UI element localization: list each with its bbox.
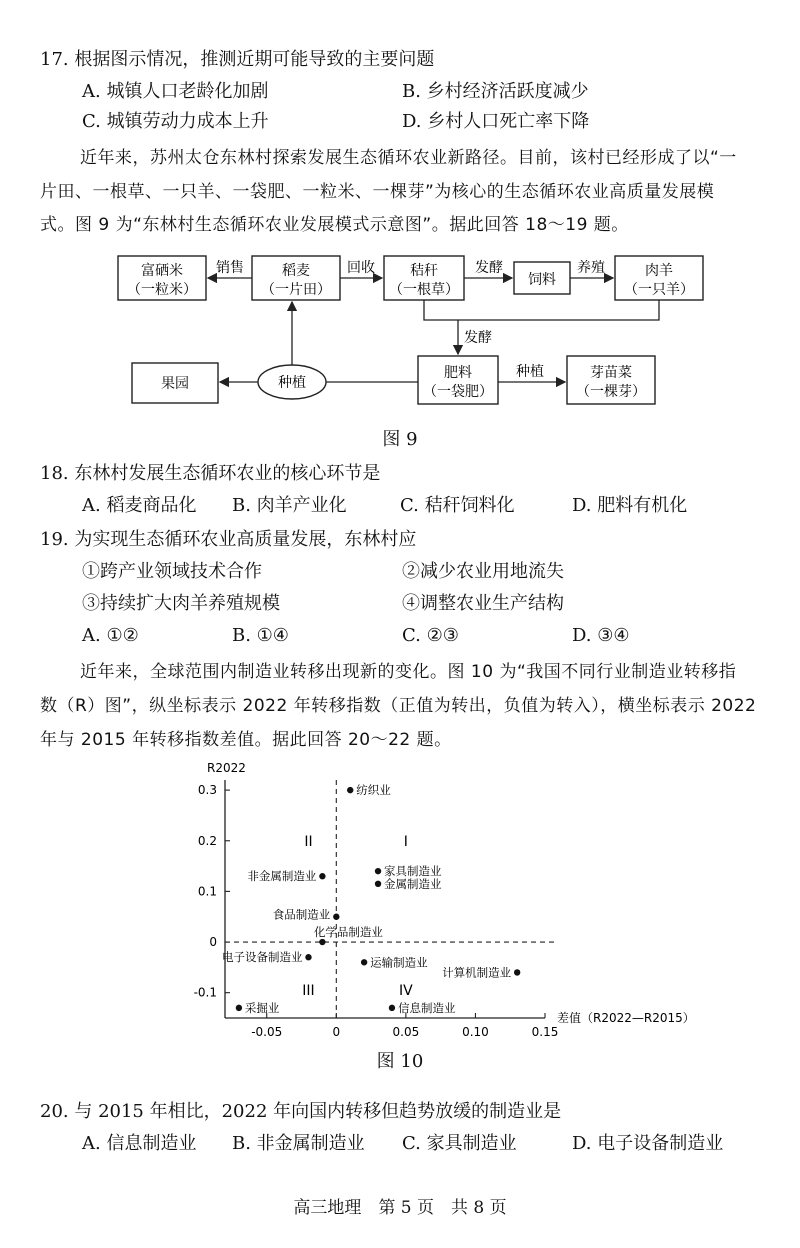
q19-option-b: B. ①④ bbox=[232, 625, 289, 646]
intro2-line3: 年与 2015 年转移指数差值。据此回答 20～22 题。 bbox=[40, 730, 452, 750]
intro1-line3: 式。图 9 为“东林村生态循环农业发展模式示意图”。据此回答 18～19 题。 bbox=[40, 215, 629, 235]
data-point-label: 金属制造业 bbox=[384, 876, 442, 891]
node-sprout-sub: （一棵芽） bbox=[576, 384, 646, 400]
x-tick-label: -0.05 bbox=[251, 1025, 283, 1039]
q19-stem: 19. 为实现生态循环农业高质量发展，东林村应 bbox=[40, 529, 417, 550]
q20-option-d: D. 电子设备制造业 bbox=[572, 1133, 724, 1154]
q18-option-a: A. 稻麦商品化 bbox=[82, 495, 197, 516]
data-point bbox=[347, 787, 353, 793]
data-point bbox=[319, 939, 325, 945]
quadrant-label: I bbox=[403, 833, 408, 850]
data-point-label: 家具制造业 bbox=[384, 864, 442, 879]
q17-option-d: D. 乡村人口死亡率下降 bbox=[402, 111, 590, 132]
arrow-ferment-2-label: 发酵 bbox=[464, 330, 492, 346]
data-point bbox=[305, 954, 311, 960]
figure-10-chart bbox=[0, 760, 800, 1040]
node-feed: 饲料 bbox=[528, 272, 556, 288]
y-tick-label: 0.2 bbox=[197, 833, 217, 848]
arrow-recycle-label: 回收 bbox=[347, 260, 375, 276]
y-tick-label: -0.1 bbox=[193, 985, 217, 1000]
data-point-label: 信息制造业 bbox=[397, 1000, 456, 1015]
node-sprout-name: 芽苗菜 bbox=[590, 365, 632, 381]
q20-option-a: A. 信息制造业 bbox=[82, 1133, 197, 1154]
intro2-line2: 数（R）图”，纵坐标表示 2022 年转移指数（正值为转出，负值为转入），横坐标表示 2022 bbox=[40, 696, 757, 716]
node-sheep-sub: （一只羊） bbox=[624, 282, 694, 298]
connector-straw-sheep bbox=[424, 300, 659, 320]
quadrant-label: III bbox=[302, 983, 315, 1000]
data-point bbox=[514, 969, 520, 975]
y-tick-label: 0.1 bbox=[197, 884, 217, 899]
node-wheat-sub: （一片田） bbox=[261, 282, 331, 298]
data-point bbox=[319, 873, 325, 879]
data-point bbox=[361, 959, 367, 965]
figure-10-caption: 图 10 bbox=[376, 1051, 424, 1072]
x-axis-label: 差值（R2022—R2015） bbox=[557, 1011, 695, 1025]
node-orchard: 果园 bbox=[161, 376, 189, 392]
quadrant-label: IV bbox=[399, 983, 413, 1000]
q19-option-c: C. ②③ bbox=[402, 625, 459, 646]
arrow-grow-label: 种植 bbox=[516, 364, 544, 380]
data-point-label: 食品制造业 bbox=[272, 907, 331, 922]
q20-stem: 20. 与 2015 年相比，2022 年向国内转移但趋势放缓的制造业是 bbox=[40, 1101, 562, 1122]
y-tick-label: 0 bbox=[209, 935, 217, 950]
q20-option-b: B. 非金属制造业 bbox=[232, 1133, 365, 1154]
node-rice-sub: （一粒米） bbox=[127, 282, 197, 298]
q19-option-a: A. ①② bbox=[82, 625, 139, 646]
y-axis-label: R2022 bbox=[207, 761, 246, 775]
q19-item-4: ④调整农业生产结构 bbox=[402, 593, 564, 614]
arrow-breed-label: 养殖 bbox=[577, 260, 605, 276]
x-tick-label: 0.05 bbox=[392, 1025, 420, 1039]
q18-stem: 18. 东林村发展生态循环农业的核心环节是 bbox=[40, 463, 381, 484]
figure-9-caption: 图 9 bbox=[382, 429, 418, 450]
data-point-label: 化学品制造业 bbox=[313, 925, 383, 940]
node-straw-name: 秸秆 bbox=[410, 263, 438, 279]
quadrant-label: II bbox=[304, 833, 313, 850]
q18-option-d: D. 肥料有机化 bbox=[572, 495, 688, 516]
intro1-line1: 近年来，苏州太仓东林村探索发展生态循环农业新路径。目前，该村已经形成了以“一 bbox=[80, 148, 737, 168]
node-straw-sub: （一根草） bbox=[389, 282, 459, 298]
node-rice-name: 富硒米 bbox=[141, 263, 183, 279]
q18-option-c: C. 秸秆饲料化 bbox=[400, 495, 515, 516]
data-point bbox=[375, 881, 381, 887]
data-point bbox=[389, 1005, 395, 1011]
q20-option-c: C. 家具制造业 bbox=[402, 1133, 517, 1154]
node-plant: 种植 bbox=[278, 375, 306, 391]
node-wheat-name: 稻麦 bbox=[282, 263, 310, 279]
x-tick-label: 0 bbox=[332, 1025, 341, 1039]
data-point-label: 非金属制造业 bbox=[247, 869, 317, 884]
q19-item-1: ①跨产业领域技术合作 bbox=[82, 561, 262, 582]
q18-option-b: B. 肉羊产业化 bbox=[232, 495, 347, 516]
q19-option-d: D. ③④ bbox=[572, 625, 630, 646]
intro1-line2: 片田、一根草、一只羊、一袋肥、一粒米、一棵芽”为核心的生态循环农业高质量发展模 bbox=[40, 182, 715, 202]
q17-stem: 17. 根据图示情况，推测近期可能导致的主要问题 bbox=[40, 49, 435, 70]
page-footer: 高三地理 第 5 页 共 8 页 bbox=[293, 1198, 507, 1218]
node-sheep-name: 肉羊 bbox=[645, 263, 673, 279]
node-fertilizer-name: 肥料 bbox=[444, 365, 472, 381]
q17-option-b: B. 乡村经济活跃度减少 bbox=[402, 81, 589, 102]
data-point bbox=[333, 914, 339, 920]
x-tick-label: 0.15 bbox=[531, 1025, 559, 1039]
q19-item-3: ③持续扩大肉羊养殖规模 bbox=[82, 593, 280, 614]
data-point bbox=[236, 1005, 242, 1011]
node-fertilizer-sub: （一袋肥） bbox=[423, 384, 493, 400]
q17-option-a: A. 城镇人口老龄化加剧 bbox=[82, 81, 269, 102]
arrow-sell-label: 销售 bbox=[216, 260, 244, 276]
data-point-label: 纺织业 bbox=[356, 783, 391, 798]
data-point-label: 采掘业 bbox=[244, 1000, 280, 1015]
data-point-label: 电子设备制造业 bbox=[221, 950, 303, 965]
q17-option-c: C. 城镇劳动力成本上升 bbox=[82, 111, 269, 132]
x-tick-label: 0.10 bbox=[462, 1025, 489, 1039]
data-point-label: 运输制造业 bbox=[370, 955, 428, 970]
intro2-line1: 近年来，全球范围内制造业转移出现新的变化。图 10 为“我国不同行业制造业转移指 bbox=[80, 662, 737, 682]
data-point-label: 计算机制造业 bbox=[442, 965, 512, 980]
data-point bbox=[375, 868, 381, 874]
figure-9-diagram bbox=[0, 250, 800, 420]
q19-item-2: ②减少农业用地流失 bbox=[402, 561, 564, 582]
arrow-ferment-1-label: 发酵 bbox=[475, 260, 503, 276]
y-tick-label: 0.3 bbox=[197, 783, 217, 798]
